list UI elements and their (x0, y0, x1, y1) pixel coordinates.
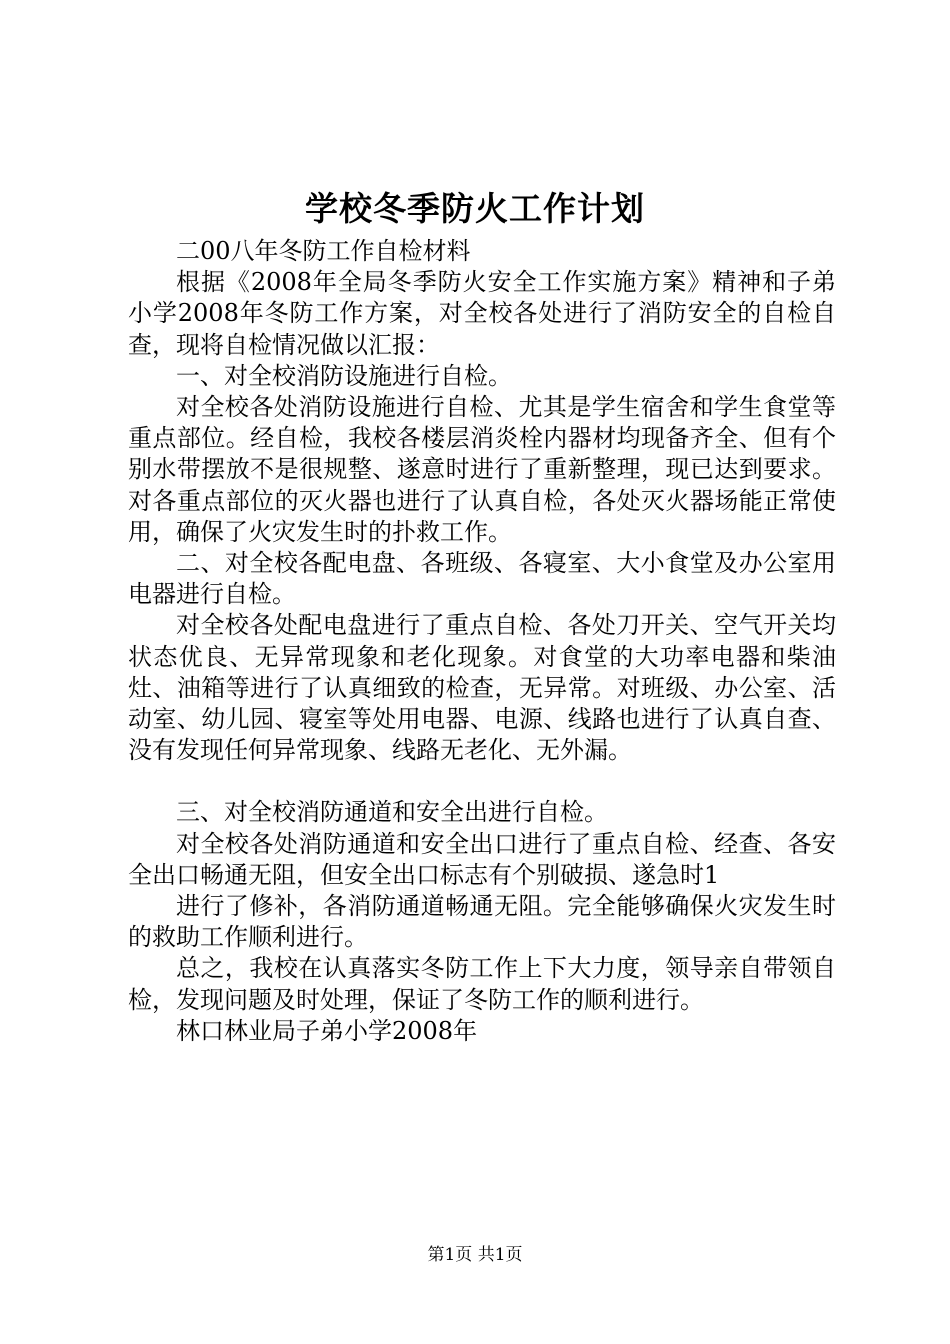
section-heading-2: 二、对全校各配电盘、各班级、各寝室、大小食堂及办公室用电器进行自检。 (128, 549, 836, 609)
paragraph-intro: 根据《2008年全局冬季防火安全工作实施方案》精神和子弟小学2008年冬防工作方案，对全校各处进行了消防安全的自检自查，现将自检情况做以汇报： (128, 268, 836, 359)
paragraph-conclusion: 总之，我校在认真落实冬防工作上下大力度，领导亲自带领自检，发现问题及时处理，保证了冬防工作的顺利进行。 (128, 954, 836, 1014)
section-heading-1: 一、对全校消防设施进行自检。 (176, 361, 512, 390)
paragraph-signature: 林口林业局子弟小学2008年 (176, 1016, 478, 1045)
paragraph-subtitle: 二00八年冬防工作自检材料 (176, 237, 471, 265)
section-heading-3: 三、对全校消防通道和安全出进行自检。 (176, 798, 608, 827)
paragraph-section-2: 对全校各处配电盘进行了重点自检、各处刀开关、空气开关均状态优良、无异常现象和老化现象。对食堂的大功率电器和柴油灶、油箱等进行了认真细致的检查，无异常。对班级、办公室、活动室、幼儿园、寝室等处用电器、电源、线路也进行了认真自查、没有发现任何异常现象、线路无老化、无外漏。 (128, 611, 836, 765)
paragraph-section-3b: 进行了修补，各消防通道畅通无阻。完全能够确保火灾发生时的救助工作顺利进行。 (128, 892, 836, 952)
paragraph-section-1: 对全校各处消防设施进行自检、尤其是学生宿舍和学生食堂等重点部位。经自检，我校各楼层消炎栓内器材均现备齐全、但有个别水带摆放不是很规整、遂意时进行了重新整理，现已达到要求。对各重点部位的灭火器也进行了认真自检，各处灭火器场能正常使用，确保了火灾发生时的扑救工作。 (128, 393, 836, 546)
page-number-footer: 第1页 共1页 (427, 1245, 523, 1265)
document-title: 学校冬季防火工作计划 (305, 189, 645, 228)
document-body (128, 236, 836, 1047)
paragraph-section-3a: 对全校各处消防通道和安全出口进行了重点自检、经查、各安全出口畅通无阻，但安全出口标志有个别破损、遂急时1 (128, 829, 836, 889)
